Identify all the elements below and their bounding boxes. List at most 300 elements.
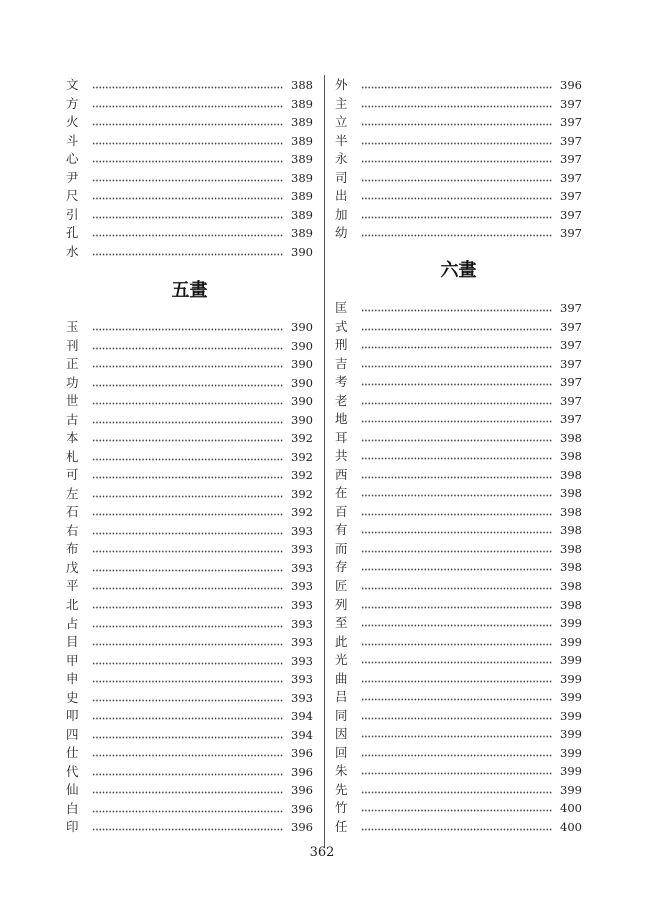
index-entry [335, 558, 582, 577]
entry-page-number: 390 [291, 338, 313, 353]
index-entry [335, 466, 582, 485]
entry-page-number: 397 [560, 189, 582, 204]
index-entry [66, 559, 313, 578]
dot-leader [361, 476, 552, 479]
dot-leader [92, 699, 283, 702]
dot-leader [361, 142, 552, 145]
entry-character: 左 [66, 485, 79, 501]
entry-character: 史 [66, 689, 79, 705]
index-entry [335, 76, 582, 95]
entry-character: 印 [66, 819, 79, 835]
entry-character: 先 [335, 781, 348, 797]
entry-page-number: 393 [291, 672, 313, 687]
index-entry [335, 299, 582, 318]
dot-leader [92, 458, 283, 461]
entry-character: 主 [335, 95, 348, 111]
dot-leader [361, 754, 552, 757]
index-entry [335, 688, 582, 707]
dot-leader [92, 142, 283, 145]
index-entry [335, 743, 582, 762]
dot-leader [361, 550, 552, 553]
dot-leader [361, 86, 552, 89]
entry-character: 白 [66, 800, 79, 816]
entry-page-number: 389 [291, 207, 313, 222]
dot-leader [92, 606, 283, 609]
index-entry [66, 670, 313, 689]
index-entry [335, 595, 582, 614]
entry-character: 右 [66, 522, 79, 538]
entry-character: 老 [335, 392, 348, 408]
entry-page-number: 398 [560, 578, 582, 593]
dot-leader [92, 773, 283, 776]
index-entry [335, 669, 582, 688]
entry-character: 吉 [335, 355, 348, 371]
entry-page-number: 399 [560, 616, 582, 631]
entry-page-number: 392 [291, 431, 313, 446]
entry-character: 玉 [66, 319, 79, 335]
dot-leader [361, 698, 552, 701]
dot-leader [361, 365, 552, 368]
dot-leader [361, 234, 552, 237]
entry-character: 正 [66, 356, 79, 372]
entry-character: 同 [335, 707, 348, 723]
dot-leader [92, 717, 283, 720]
dot-leader [361, 197, 552, 200]
index-entry [66, 688, 313, 707]
entry-character: 尺 [66, 188, 79, 204]
dot-leader [361, 105, 552, 108]
entry-character: 可 [66, 467, 79, 483]
dot-leader [361, 383, 552, 386]
entry-page-number: 400 [560, 819, 582, 834]
index-entry [66, 243, 313, 262]
index-entry [335, 503, 582, 522]
entry-character: 申 [66, 671, 79, 687]
index-entry [335, 206, 582, 225]
entry-page-number: 396 [291, 783, 313, 798]
index-entry [335, 429, 582, 448]
entry-page-number: 399 [560, 708, 582, 723]
entry-character: 吕 [335, 689, 348, 705]
index-entry [66, 744, 313, 763]
index-entry [66, 206, 313, 225]
dot-leader [92, 123, 283, 126]
dot-leader [92, 495, 283, 498]
entry-page-number: 389 [291, 152, 313, 167]
dot-leader [361, 791, 552, 794]
index-entry [335, 113, 582, 132]
entry-character: 甲 [66, 652, 79, 668]
dot-leader [92, 347, 283, 350]
dot-leader [92, 587, 283, 590]
index-entry [335, 521, 582, 540]
entry-page-number: 397 [560, 170, 582, 185]
entry-page-number: 390 [291, 357, 313, 372]
dot-leader [92, 680, 283, 683]
entry-page-number: 397 [560, 226, 582, 241]
entry-character: 目 [66, 634, 79, 650]
entry-page-number: 397 [560, 375, 582, 390]
entry-character: 火 [66, 114, 79, 130]
dot-leader [92, 810, 283, 813]
entry-page-number: 392 [291, 449, 313, 464]
index-entry [335, 614, 582, 633]
stroke-count-heading-five: 五畫 [171, 280, 208, 301]
entry-page-number: 399 [560, 782, 582, 797]
entry-character: 出 [335, 188, 348, 204]
entry-character: 半 [335, 132, 348, 148]
entry-page-number: 397 [560, 412, 582, 427]
index-entry [66, 633, 313, 652]
entry-page-number: 392 [291, 505, 313, 520]
index-entry [66, 132, 313, 151]
entry-page-number: 397 [560, 301, 582, 316]
dot-leader [361, 402, 552, 405]
index-entry [335, 224, 582, 243]
dot-leader [361, 809, 552, 812]
dot-leader [361, 494, 552, 497]
entry-character: 水 [66, 243, 79, 259]
entry-page-number: 390 [291, 244, 313, 259]
dot-leader [92, 662, 283, 665]
dot-leader [92, 253, 283, 256]
entry-character: 而 [335, 540, 348, 556]
entry-character: 古 [66, 411, 79, 427]
entry-page-number: 393 [291, 579, 313, 594]
entry-page-number: 389 [291, 133, 313, 148]
dot-leader [92, 105, 283, 108]
entry-page-number: 398 [560, 597, 582, 612]
entry-page-number: 399 [560, 634, 582, 649]
entry-character: 占 [66, 615, 79, 631]
index-entry [66, 95, 313, 114]
entry-page-number: 397 [560, 319, 582, 334]
dot-leader [361, 123, 552, 126]
entry-page-number: 393 [291, 616, 313, 631]
index-entry [335, 169, 582, 188]
dot-leader [92, 402, 283, 405]
entry-character: 此 [335, 633, 348, 649]
dot-leader [361, 160, 552, 163]
entry-character: 任 [335, 818, 348, 834]
entry-page-number: 397 [560, 393, 582, 408]
dot-leader [92, 421, 283, 424]
page-number: 362 [309, 845, 335, 860]
entry-character: 心 [66, 151, 79, 167]
entry-character: 永 [335, 151, 348, 167]
entry-character: 光 [335, 652, 348, 668]
entry-page-number: 388 [291, 78, 313, 93]
entry-page-number: 393 [291, 523, 313, 538]
dot-leader [92, 532, 283, 535]
entry-page-number: 397 [560, 338, 582, 353]
index-entry [66, 150, 313, 169]
right-entries-list-1 [335, 76, 582, 243]
index-entry [66, 577, 313, 596]
index-entry [335, 336, 582, 355]
dot-leader [92, 625, 283, 628]
entry-page-number: 397 [560, 356, 582, 371]
entry-page-number: 393 [291, 653, 313, 668]
dot-leader [361, 328, 552, 331]
index-entry [66, 651, 313, 670]
entry-page-number: 398 [560, 560, 582, 575]
entry-page-number: 398 [560, 523, 582, 538]
index-entry [335, 577, 582, 596]
dot-leader [92, 476, 283, 479]
dot-leader [92, 513, 283, 516]
entry-character: 立 [335, 114, 348, 130]
entry-page-number: 399 [560, 727, 582, 742]
entry-character: 外 [335, 77, 348, 93]
index-entry [66, 429, 313, 448]
dot-leader [361, 587, 552, 590]
entry-page-number: 390 [291, 375, 313, 390]
entry-page-number: 398 [560, 486, 582, 501]
entry-page-number: 390 [291, 412, 313, 427]
left-entries-list-1 [66, 76, 313, 261]
entry-page-number: 389 [291, 115, 313, 130]
entry-character: 匡 [335, 300, 348, 316]
entry-page-number: 396 [291, 764, 313, 779]
entry-page-number: 400 [560, 801, 582, 816]
entry-character: 至 [335, 615, 348, 631]
entry-character: 幼 [335, 225, 348, 241]
entry-page-number: 399 [560, 690, 582, 705]
index-entry [66, 337, 313, 356]
entry-page-number: 394 [291, 709, 313, 724]
right-entries-list-2 [335, 299, 582, 836]
dot-leader [361, 828, 552, 831]
dot-leader [92, 384, 283, 387]
index-entry [66, 781, 313, 800]
dot-leader [361, 513, 552, 516]
entry-character: 存 [335, 559, 348, 575]
entry-page-number: 393 [291, 560, 313, 575]
index-entry [66, 614, 313, 633]
entry-character: 平 [66, 578, 79, 594]
dot-leader [361, 661, 552, 664]
entry-page-number: 393 [291, 597, 313, 612]
dot-leader [92, 828, 283, 831]
index-entry [66, 318, 313, 337]
dot-leader [92, 179, 283, 182]
dot-leader [92, 197, 283, 200]
entry-page-number: 396 [291, 820, 313, 835]
index-entry [335, 799, 582, 818]
dot-leader [92, 791, 283, 794]
entry-page-number: 399 [560, 671, 582, 686]
entry-character: 考 [335, 374, 348, 390]
entry-character: 百 [335, 503, 348, 519]
dot-leader [361, 624, 552, 627]
entry-page-number: 389 [291, 170, 313, 185]
dot-leader [361, 309, 552, 312]
entry-character: 竹 [335, 800, 348, 816]
entry-character: 因 [335, 726, 348, 742]
index-entry [66, 448, 313, 467]
index-entry [335, 817, 582, 836]
dot-leader [92, 365, 283, 368]
entry-character: 本 [66, 430, 79, 446]
index-entry [335, 132, 582, 151]
entry-page-number: 399 [560, 745, 582, 760]
entry-character: 列 [335, 596, 348, 612]
entry-character: 四 [66, 726, 79, 742]
entry-character: 布 [66, 541, 79, 557]
index-entry [66, 411, 313, 430]
column-divider [324, 75, 325, 848]
dot-leader [361, 568, 552, 571]
index-entry [66, 725, 313, 744]
entry-character: 仕 [66, 745, 79, 761]
entry-page-number: 396 [291, 746, 313, 761]
entry-character: 代 [66, 763, 79, 779]
entry-page-number: 393 [291, 542, 313, 557]
entry-page-number: 396 [560, 78, 582, 93]
entry-page-number: 392 [291, 468, 313, 483]
index-entry [335, 410, 582, 429]
index-entry [66, 522, 313, 541]
index-entry [66, 224, 313, 243]
entry-page-number: 390 [291, 320, 313, 335]
index-entry [335, 373, 582, 392]
index-entry [335, 651, 582, 670]
index-entry [335, 392, 582, 411]
entry-character: 斗 [66, 132, 79, 148]
dot-leader [361, 735, 552, 738]
entry-page-number: 399 [560, 653, 582, 668]
dot-leader [361, 606, 552, 609]
entry-page-number: 397 [560, 115, 582, 130]
index-entry [66, 76, 313, 95]
entry-character: 方 [66, 95, 79, 111]
dot-leader [361, 680, 552, 683]
entry-character: 引 [66, 206, 79, 222]
index-entry [66, 818, 313, 837]
dot-leader [92, 754, 283, 757]
entry-character: 有 [335, 522, 348, 538]
entry-page-number: 397 [560, 96, 582, 111]
index-entry [66, 355, 313, 374]
index-entry [335, 632, 582, 651]
dot-leader [92, 86, 283, 89]
entry-page-number: 390 [291, 394, 313, 409]
entry-page-number: 389 [291, 96, 313, 111]
entry-character: 石 [66, 504, 79, 520]
entry-page-number: 398 [560, 467, 582, 482]
index-entry [66, 596, 313, 615]
index-entry [335, 780, 582, 799]
entry-character: 加 [335, 206, 348, 222]
entry-page-number: 393 [291, 635, 313, 650]
entry-character: 札 [66, 448, 79, 464]
entry-page-number: 389 [291, 226, 313, 241]
dot-leader [92, 439, 283, 442]
entry-character: 司 [335, 169, 348, 185]
dot-leader [92, 550, 283, 553]
dot-leader [92, 328, 283, 331]
index-entry [66, 707, 313, 726]
index-entry [66, 374, 313, 393]
index-entry [335, 187, 582, 206]
entry-page-number: 397 [560, 133, 582, 148]
dot-leader [92, 234, 283, 237]
index-entry [335, 318, 582, 337]
index-entry [66, 503, 313, 522]
dot-leader [361, 772, 552, 775]
entry-page-number: 399 [560, 764, 582, 779]
index-entry [66, 540, 313, 559]
entry-page-number: 392 [291, 486, 313, 501]
left-entries-list-2 [66, 318, 313, 836]
dot-leader [92, 216, 283, 219]
dot-leader [361, 439, 552, 442]
index-entry [335, 484, 582, 503]
entry-page-number: 397 [560, 207, 582, 222]
entry-character: 式 [335, 318, 348, 334]
index-entry [335, 355, 582, 374]
entry-page-number: 398 [560, 541, 582, 556]
entry-character: 匠 [335, 577, 348, 593]
entry-character: 叩 [66, 708, 79, 724]
index-entry [335, 725, 582, 744]
entry-page-number: 396 [291, 801, 313, 816]
index-entry [335, 706, 582, 725]
entry-character: 北 [66, 596, 79, 612]
stroke-count-heading-six: 六畫 [440, 260, 477, 281]
entry-character: 尹 [66, 169, 79, 185]
entry-character: 耳 [335, 429, 348, 445]
entry-character: 刑 [335, 337, 348, 353]
entry-character: 西 [335, 466, 348, 482]
dot-leader [92, 643, 283, 646]
index-entry [66, 485, 313, 504]
entry-character: 戊 [66, 559, 79, 575]
index-entry [335, 540, 582, 559]
dot-leader [92, 160, 283, 163]
dot-leader [92, 736, 283, 739]
entry-character: 刊 [66, 337, 79, 353]
index-entry [66, 799, 313, 818]
index-entry [66, 392, 313, 411]
entry-character: 功 [66, 374, 79, 390]
entry-character: 回 [335, 744, 348, 760]
dot-leader [361, 420, 552, 423]
entry-page-number: 389 [291, 189, 313, 204]
entry-page-number: 393 [291, 690, 313, 705]
entry-page-number: 397 [560, 152, 582, 167]
index-entry [335, 95, 582, 114]
dot-leader [92, 569, 283, 572]
entry-page-number: 394 [291, 727, 313, 742]
dot-leader [361, 216, 552, 219]
entry-character: 文 [66, 77, 79, 93]
entry-character: 世 [66, 393, 79, 409]
index-entry [66, 762, 313, 781]
dot-leader [361, 457, 552, 460]
entry-page-number: 398 [560, 449, 582, 464]
entry-character: 仙 [66, 782, 79, 798]
entry-character: 朱 [335, 763, 348, 779]
index-entry [335, 150, 582, 169]
dot-leader [361, 346, 552, 349]
dot-leader [361, 717, 552, 720]
index-entry [66, 113, 313, 132]
index-entry [335, 447, 582, 466]
entry-character: 在 [335, 485, 348, 501]
entry-character: 孔 [66, 225, 79, 241]
